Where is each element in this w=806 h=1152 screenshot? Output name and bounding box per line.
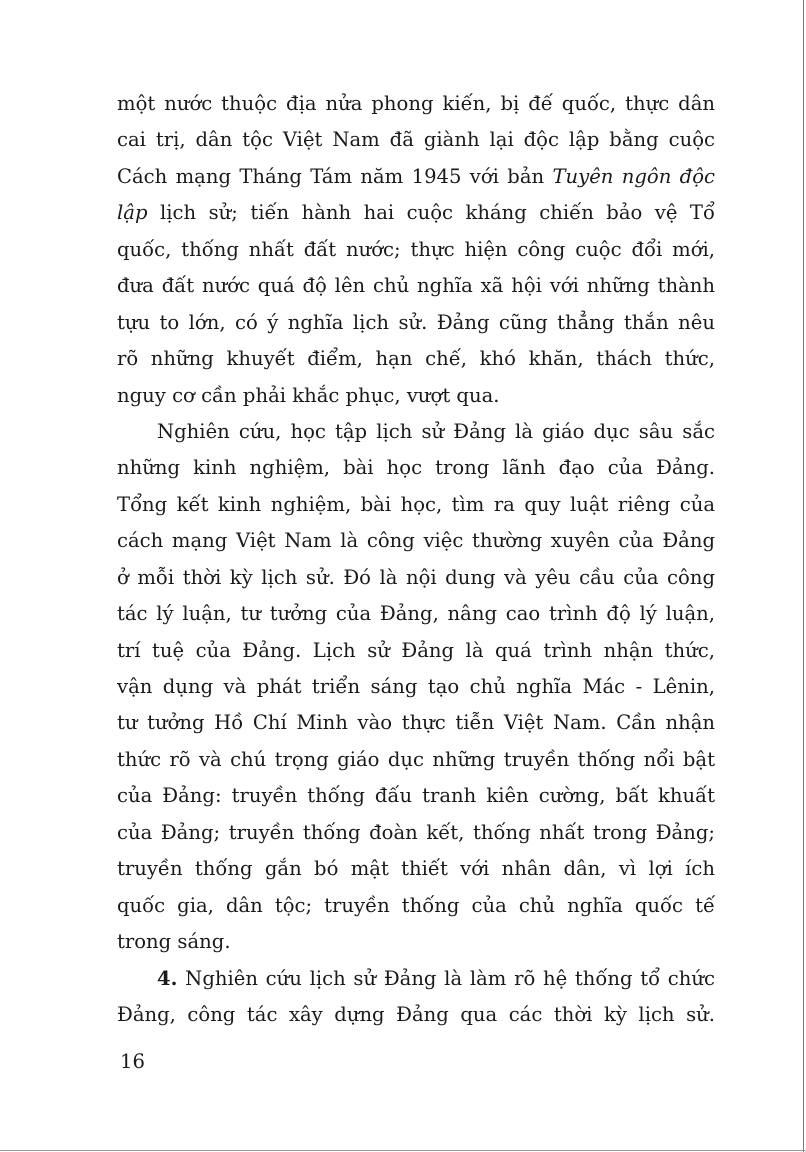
text-line: nguy cơ cần phải khắc phục, vượt qua. xyxy=(117,383,500,407)
text-line: những kinh nghiệm, bài học trong lãnh đạo của Đảng. xyxy=(117,456,715,480)
document-title-italic: lập xyxy=(117,201,148,225)
text-run: Cách mạng Tháng Tám năm 1945 với bản xyxy=(117,164,553,188)
text-line: trí tuệ của Đảng. Lịch sử Đảng là quá trình nhận thức, xyxy=(117,638,715,662)
body-text xyxy=(117,86,715,1033)
text-run: lịch sử; tiến hành hai cuộc kháng chiến bảo vệ Tổ xyxy=(159,201,715,225)
text-line: tác lý luận, tư tưởng của Đảng, nâng cao trình độ lý luận, xyxy=(117,602,715,626)
text-line: trong sáng. xyxy=(117,930,231,954)
text-line xyxy=(117,195,715,231)
page-edge-right xyxy=(803,0,804,1152)
text-line: thức rõ và chú trọng giáo dục những truyền thống nổi bật xyxy=(117,747,715,771)
text-line: quốc, thống nhất đất nước; thực hiện công cuộc đổi mới, xyxy=(117,237,715,261)
text-line: vận dụng và phát triển sáng tạo chủ nghĩa Mác - Lênin, xyxy=(117,675,715,698)
section-number: 4. xyxy=(157,966,178,990)
text-line: Đảng, công tác xây dựng Đảng qua các thời kỳ lịch sử. xyxy=(117,1002,715,1026)
text-line: Nghiên cứu, học tập lịch sử Đảng là giáo dục sâu sắc xyxy=(157,419,715,443)
text-line: quốc gia, dân tộc; truyền thống của chủ nghĩa quốc tế xyxy=(117,893,715,917)
text-line xyxy=(117,159,715,195)
text-line: một nước thuộc địa nửa phong kiến, bị đế quốc, thực dân xyxy=(117,92,715,115)
text-line: đưa đất nước quá độ lên chủ nghĩa xã hội với những thành xyxy=(117,274,715,298)
text-line: ở mỗi thời kỳ lịch sử. Đó là nội dung và yêu cầu của công xyxy=(117,565,715,589)
text-line: của Đảng: truyền thống đấu tranh kiên cường, bất khuất xyxy=(117,784,715,808)
text-line: của Đảng; truyền thống đoàn kết, thống nhất trong Đảng; xyxy=(117,820,715,844)
text-line: Tổng kết kinh nghiệm, bài học, tìm ra quy luật riêng của xyxy=(117,492,715,516)
text-line xyxy=(117,961,715,997)
text-line: tựu to lớn, có ý nghĩa lịch sử. Đảng cũng thẳng thắn nêu xyxy=(117,310,715,334)
text-line: cai trị, dân tộc Việt Nam đã giành lại độc lập bằng cuộc xyxy=(117,128,715,152)
text-run: Nghiên cứu lịch sử Đảng là làm rõ hệ thống tổ chức xyxy=(177,966,715,990)
text-line: cách mạng Việt Nam là công việc thường xuyên của Đảng xyxy=(117,529,715,553)
text-line: rõ những khuyết điểm, hạn chế, khó khăn, thách thức, xyxy=(117,347,715,371)
page-edge-bottom xyxy=(0,1150,806,1151)
text-line: truyền thống gắn bó mật thiết với nhân dân, vì lợi ích xyxy=(117,857,715,881)
document-title-italic: Tuyên ngôn độc xyxy=(552,164,715,188)
text-line: tư tưởng Hồ Chí Minh vào thực tiễn Việt Nam. Cần nhận xyxy=(117,711,715,735)
page-number: 16 xyxy=(120,1050,145,1073)
